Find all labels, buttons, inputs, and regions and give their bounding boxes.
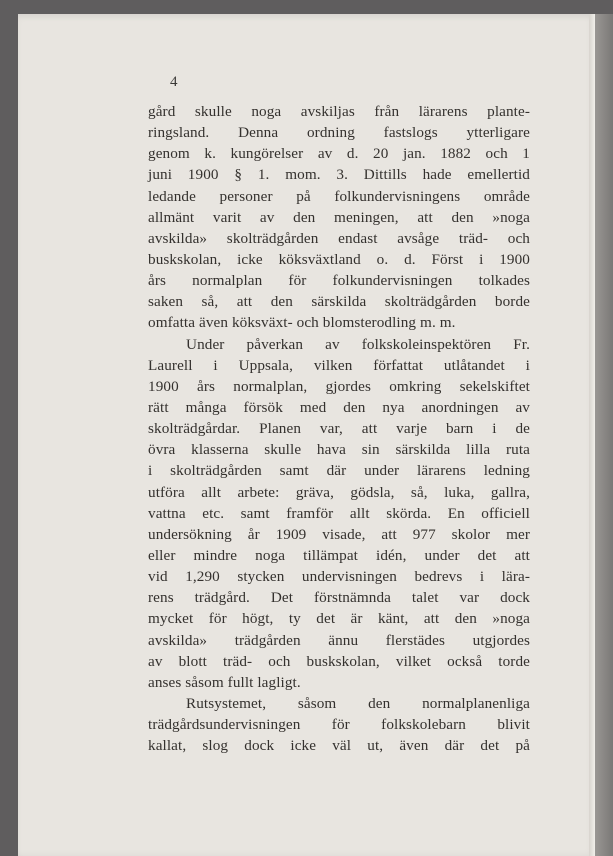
text-line: i skolträdgården samt där under lärarens ledning [148,462,530,480]
text-line: skolträdgårdar. Planen var, att varje barn i de [148,420,530,438]
text-line: vattna etc. samt framför allt skörda. En officiell [148,504,530,522]
text-line: ringsland. Denna ordning fastslogs ytterligare [148,124,530,142]
text-line: Under påverkan av folkskoleinspektören Fr. [186,335,530,353]
text-line: undersökning år 1909 visade, att 977 skolor mer [148,525,530,543]
text-line: övra klasserna skulle hava sin särskilda lilla ruta [148,441,530,459]
text-line: 1900 års normalplan, gjordes omkring sekelskiftet [148,377,530,395]
text-line: mycket för högt, ty det är känt, att den »noga [148,610,530,628]
text-line: avskilda» skolträdgården endast avsåge träd- och [148,229,530,247]
page-number: 4 [170,74,178,90]
text-line: gård skulle noga avskiljas från lärarens plante- [148,103,530,120]
page-edge [595,14,613,856]
text-line: rens trädgård. Det förstnämnda talet var dock [148,589,530,607]
text-line: anses såsom fullt lagligt. [148,673,301,691]
text-line: allmänt varit av den meningen, att den »noga [148,208,530,226]
text-line: rätt många försök med den nya anordningen av [148,398,530,416]
text-line: vid 1,290 stycken undervisningen bedrevs i lära- [148,568,530,586]
text-line: av blott träd- och buskskolan, vilket också torde [148,652,530,670]
text-line: trädgårdsundervisningen för folkskolebarn blivit [148,716,530,734]
text-line: utföra allt arbete: gräva, gödsla, så, luka, gallra, [148,483,530,501]
text-line: eller mindre noga tillämpat idén, under det att [148,546,530,564]
text-line: omfatta även köksväxt- och blomsterodling m. m. [148,314,456,332]
text-line: kallat, slog dock icke väl ut, även där det på [148,737,530,755]
body-text [148,101,530,756]
text-line: juni 1900 § 1. mom. 3. Dittills hade emellertid [148,166,530,184]
text-line: Rutsystemet, såsom den normalplanenliga [186,694,530,712]
text-line: saken så, att den särskilda skolträdgården borde [148,293,530,311]
text-line: Laurell i Uppsala, vilken författat utlåtandet i [148,356,530,374]
text-line: års normalplan för folkundervisningen tolkades [148,272,530,290]
text-line: genom k. kungörelser av d. 20 jan. 1882 och 1 [148,145,530,163]
text-line: buskskolan, icke köksväxtland o. d. Först i 1900 [148,250,530,268]
text-line: ledande personer på folkundervisningens område [148,187,530,205]
text-line: avskilda» trädgården ännu flerstädes utgjordes [148,631,530,649]
